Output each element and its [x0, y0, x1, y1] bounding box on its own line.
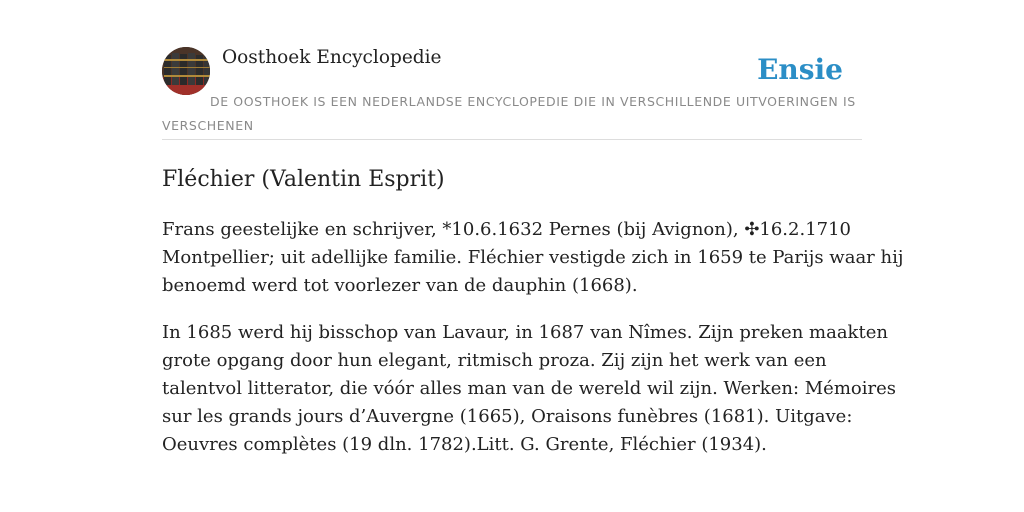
paragraph-line: Oeuvres complètes (19 dln. 1782).Litt. G. Grente, Fléchier (1934). — [162, 434, 767, 455]
paragraph-line: Montpellier; uit adellijke familie. Fléchier vestigde zich in 1659 te Parijs waar hij — [162, 247, 904, 268]
site-title[interactable]: Oosthoek Encyclopedie — [222, 47, 442, 68]
site-header — [162, 46, 862, 140]
paragraph-line: grote opgang door hun elegant, ritmisch proza. Zij zijn het werk van een — [162, 350, 827, 371]
article-paragraph — [162, 319, 896, 459]
paragraph-line: In 1685 werd hij bisschop van Lavaur, in 1687 van Nîmes. Zijn preken maakten — [162, 322, 888, 343]
article — [162, 164, 904, 459]
article-paragraph — [162, 216, 904, 300]
ensie-logo-link[interactable]: Ensie — [757, 53, 843, 86]
paragraph-line: benoemd werd tot voorlezer van de dauphin (1668). — [162, 275, 638, 296]
site-tagline: DE OOSTHOEK IS EEN NEDERLANDSE ENCYCLOPEDIE DIE IN VERSCHILLENDE UITVOERINGEN IS VERSCHENEN — [162, 94, 856, 133]
encyclopedia-books-icon[interactable] — [162, 47, 210, 95]
paragraph-line: sur les grands jours d’Auvergne (1665), Oraisons funèbres (1681). Uitgave: — [162, 406, 853, 427]
paragraph-line: Frans geestelijke en schrijver, *10.6.1632 Pernes (bij Avignon), ✣16.2.1710 — [162, 219, 852, 240]
article-title: Fléchier (Valentin Esprit) — [162, 167, 445, 192]
paragraph-line: talentvol litterator, die vóór alles man van de wereld wil zijn. Werken: Mémoires — [162, 378, 896, 399]
